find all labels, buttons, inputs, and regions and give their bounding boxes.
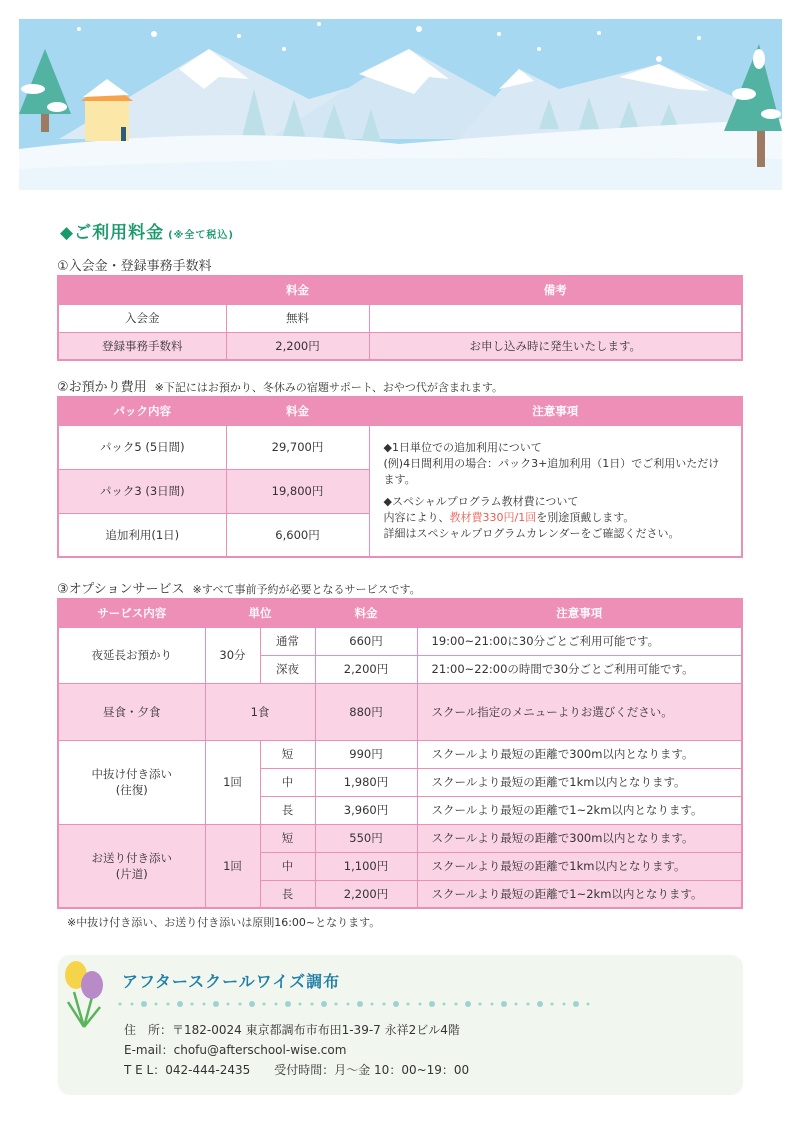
- header-remark: 備考: [369, 276, 742, 304]
- fee-cell: 1,100円: [315, 852, 417, 880]
- table-row: [58, 304, 742, 332]
- section2-remark: ※下記にはお預かり、冬休みの宿題サポート、おやつ代が含まれます。: [154, 381, 504, 394]
- tax-note: (※全て税込): [168, 230, 234, 241]
- section2-title-text: ②お預かり費用: [57, 380, 147, 395]
- note2-line3: 詳細はスペシャルプログラムカレンダーをご確認ください。: [383, 526, 680, 540]
- fee-cell: 6,600円: [226, 513, 369, 557]
- winter-banner-image: [19, 19, 782, 190]
- note2-pre: 内容により、: [383, 510, 450, 524]
- table-row: [58, 740, 742, 768]
- pack-cell: パック3 (3日間): [58, 469, 226, 513]
- note-cell: スクールより最短の距離で1~2km以内となります。: [417, 880, 742, 908]
- option-service-table: [57, 598, 743, 909]
- note-cell: スクールより最短の距離で300m以内となります。: [417, 824, 742, 852]
- note-cell: スクールより最短の距離で300m以内となります。: [417, 740, 742, 768]
- unit-cell: 1食: [205, 683, 315, 740]
- contact-card: [58, 955, 743, 1095]
- pack-cell: 追加利用(1日): [58, 513, 226, 557]
- header-unit: 単位: [205, 599, 315, 627]
- section3-remark: ※すべて事前予約が必要となるサービスです。: [192, 583, 421, 596]
- unit-cell: 1回: [205, 824, 260, 908]
- crocus-flower-icon: [62, 957, 114, 1029]
- note-cell: スクール指定のメニューよりお選びください。: [417, 683, 742, 740]
- fee-cell: 2,200円: [315, 880, 417, 908]
- header-fee: 料金: [226, 397, 369, 425]
- enrollment-fee-table: [57, 275, 743, 361]
- note2-title: ◆スペシャルプログラム教材費について: [383, 494, 579, 508]
- service-name: 中抜け付き添い: [91, 767, 172, 781]
- type-cell: 短: [260, 824, 315, 852]
- remark-cell: お申し込み時に発生いたします。: [369, 332, 742, 360]
- remark-cell: [369, 304, 742, 332]
- service-cell: 昼食・夕食: [58, 683, 205, 740]
- type-cell: 深夜: [260, 655, 315, 683]
- note1-title: ◆1日単位での追加利用について: [383, 440, 542, 454]
- note-cell: 21:00~22:00の時間で30分ごとご利用可能です。: [417, 655, 742, 683]
- section1-title: ①入会金・登録事務手数料: [57, 259, 212, 274]
- fee-cell: 550円: [315, 824, 417, 852]
- notes-cell: [369, 425, 742, 557]
- service-cell: [58, 824, 205, 908]
- section2-title: [57, 376, 503, 395]
- note2-post: を別途頂戴します。: [536, 510, 635, 524]
- table-row: [58, 627, 742, 655]
- fee-cell: 2,200円: [315, 655, 417, 683]
- escort-footnote: ※中抜け付き添い、お送り付き添いは原則16:00~となります。: [67, 916, 381, 929]
- header-pack: パック内容: [58, 397, 226, 425]
- type-cell: 中: [260, 768, 315, 796]
- service-cell: [58, 740, 205, 824]
- dotted-divider: [116, 1000, 596, 1008]
- email-link[interactable]: E-mail：chofu@afterschool-wise.com: [124, 1043, 347, 1057]
- care-fee-table: [57, 396, 743, 558]
- table-row: [58, 425, 742, 469]
- header-notes: 注意事項: [417, 599, 742, 627]
- school-name: アフタースクールワイズ調布: [122, 972, 341, 991]
- item-cell: 入会金: [58, 304, 226, 332]
- service-cell: 夜延長お預かり: [58, 627, 205, 683]
- type-cell: 長: [260, 796, 315, 824]
- fee-cell: 660円: [315, 627, 417, 655]
- header-fee: 料金: [226, 276, 369, 304]
- fee-cell: 1,980円: [315, 768, 417, 796]
- service-name: お送り付き添い: [91, 850, 172, 865]
- type-cell: 通常: [260, 627, 315, 655]
- header-service: サービス内容: [58, 599, 205, 627]
- fee-cell: 無料: [226, 304, 369, 332]
- item-cell: 登録事務手数料: [58, 332, 226, 360]
- type-cell: 長: [260, 880, 315, 908]
- section3-title: [57, 578, 421, 597]
- fee-cell: 990円: [315, 740, 417, 768]
- unit-cell: 1回: [205, 740, 260, 824]
- service-sub: (片道): [115, 866, 148, 881]
- note-cell: 19:00~21:00に30分ごとご利用可能です。: [417, 627, 742, 655]
- unit-cell: 30分: [205, 627, 260, 683]
- note1-body: (例)4日間利用の場合：パック3+追加利用（1日）でご利用いただけます。: [383, 456, 720, 486]
- note-cell: スクールより最短の距離で1km以内となります。: [417, 768, 742, 796]
- type-cell: 短: [260, 740, 315, 768]
- fee-cell: 29,700円: [226, 425, 369, 469]
- header-notes: 注意事項: [369, 397, 742, 425]
- fee-cell: 19,800円: [226, 469, 369, 513]
- pack-cell: パック5 (5日間): [58, 425, 226, 469]
- section3-title-text: ③オプションサービス: [57, 582, 185, 597]
- pricing-heading: [60, 218, 234, 243]
- pricing-title: ◆ご利用料金: [60, 223, 165, 243]
- fee-cell: 2,200円: [226, 332, 369, 360]
- address: 住 所：〒182-0024 東京都調布市布田1-39-7 永祥2ビル4階: [124, 1023, 460, 1037]
- fee-cell: 880円: [315, 683, 417, 740]
- header-blank: [58, 276, 226, 304]
- note-cell: スクールより最短の距離で1km以内となります。: [417, 852, 742, 880]
- table-row: [58, 683, 742, 740]
- table-row: [58, 824, 742, 852]
- type-cell: 中: [260, 852, 315, 880]
- fee-cell: 3,960円: [315, 796, 417, 824]
- table-row: [58, 332, 742, 360]
- service-sub: (往復): [115, 783, 148, 797]
- note-cell: スクールより最短の距離で1~2km以内となります。: [417, 796, 742, 824]
- tel-and-hours: T E L：042-444-2435 受付時間：月～金 10：00~19：00: [124, 1063, 470, 1077]
- header-fee: 料金: [315, 599, 417, 627]
- material-fee-highlight: 教材費330円/1回: [449, 510, 537, 524]
